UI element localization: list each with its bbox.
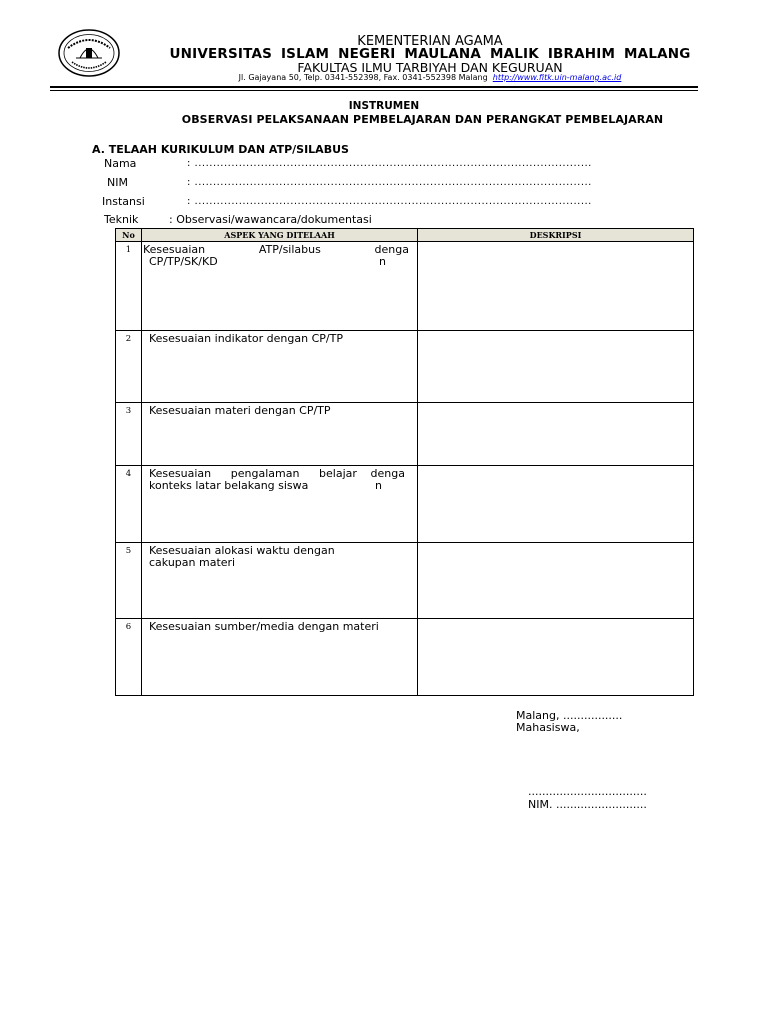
signature-nim-line[interactable]: NIM. .......................... (528, 798, 647, 811)
row-aspect (142, 403, 418, 466)
field-value-nim[interactable]: : ............................................................................................................ (187, 177, 592, 188)
row-aspect-part: denga (374, 243, 409, 256)
row-aspect-text: Kesesuaian materi dengan CP/TP (149, 404, 331, 417)
field-value-instansi[interactable]: : ............................................................................................................ (187, 196, 592, 207)
signature-role: Mahasiswa, (516, 721, 580, 734)
row-aspect-part: pengalaman (230, 467, 300, 480)
row-aspect-part: Kesesuaian (149, 467, 212, 480)
row-number: 6 (116, 619, 142, 696)
row-aspect (142, 331, 418, 403)
row-aspect (142, 466, 418, 543)
row-number: 3 (116, 403, 142, 466)
field-label-instansi: Instansi (102, 195, 145, 208)
field-label-nim: NIM (107, 176, 128, 189)
table-row (116, 543, 694, 619)
row-aspect (142, 619, 418, 696)
header-deskripsi: DESKRIPSI (418, 229, 694, 242)
row-aspect (142, 543, 418, 619)
row-description[interactable] (418, 242, 694, 331)
field-value-nama[interactable]: : ............................................................................................................ (187, 158, 592, 169)
row-description[interactable] (418, 331, 694, 403)
row-aspect-part: belajar (319, 467, 357, 480)
row-number: 2 (116, 331, 142, 403)
observation-table (115, 228, 694, 696)
table-row (116, 242, 694, 331)
row-description[interactable] (418, 466, 694, 543)
university-seal-icon (58, 28, 120, 78)
row-aspect-part: n (375, 479, 382, 492)
ministry-name: KEMENTERIAN AGAMA (357, 34, 503, 49)
header-no: No (116, 229, 142, 242)
row-aspect-text: Kesesuaian sumber/media dengan materi (149, 620, 379, 633)
row-number: 5 (116, 543, 142, 619)
document-title: INSTRUMEN (348, 100, 420, 112)
row-aspect-part: ATP/silabus (258, 243, 321, 256)
header-aspek: ASPEK YANG DITELAAH (142, 229, 418, 242)
header-rule-thin (50, 90, 698, 91)
university-name: UNIVERSITAS ISLAM NEGERI MAULANA MALIK IBRAHIM MALANG (169, 46, 691, 62)
header-rule-thick (50, 86, 698, 88)
table-row (116, 331, 694, 403)
faculty-name: FAKULTAS ILMU TARBIYAH DAN KEGURUAN (297, 60, 563, 75)
signature-name-line[interactable]: .................................. (528, 785, 647, 798)
row-description[interactable] (418, 543, 694, 619)
row-description[interactable] (418, 403, 694, 466)
row-aspect-text: Kesesuaian alokasi waktu dengan cakupan materi (149, 544, 335, 569)
website-link[interactable]: http://www.fitk.uin-malang.ac.id (492, 73, 622, 82)
row-aspect-text: Kesesuaian indikator dengan CP/TP (149, 332, 343, 345)
address-text: Jl. Gajayana 50, Telp. 0341-552398, Fax. 0341-552398 Malang (238, 73, 488, 82)
row-aspect-part: Kesesuaian (143, 243, 206, 256)
section-heading: A. TELAAH KURIKULUM DAN ATP/SILABUS (92, 143, 349, 156)
row-number: 1 (116, 242, 142, 331)
field-label-teknik: Teknik (104, 213, 139, 226)
table-row (116, 403, 694, 466)
table-row (116, 619, 694, 696)
table-row (116, 466, 694, 543)
row-aspect-part: CP/TP/SK/KD (149, 255, 218, 268)
row-description[interactable] (418, 619, 694, 696)
document-subtitle: OBSERVASI PELAKSANAAN PEMBELAJARAN DAN PERANGKAT PEMBELAJARAN (181, 113, 664, 126)
field-value-teknik: : Observasi/wawancara/dokumentasi (169, 213, 372, 226)
address-line (130, 73, 730, 82)
table-header-row (116, 229, 694, 242)
field-label-nama: Nama (104, 157, 137, 170)
row-aspect-part: denga (370, 467, 405, 480)
row-aspect-part: n (379, 255, 386, 268)
row-number: 4 (116, 466, 142, 543)
signature-place-date[interactable]: Malang, ................. (516, 709, 623, 722)
row-aspect (142, 242, 418, 331)
row-aspect-part: konteks latar belakang siswa (149, 479, 309, 492)
